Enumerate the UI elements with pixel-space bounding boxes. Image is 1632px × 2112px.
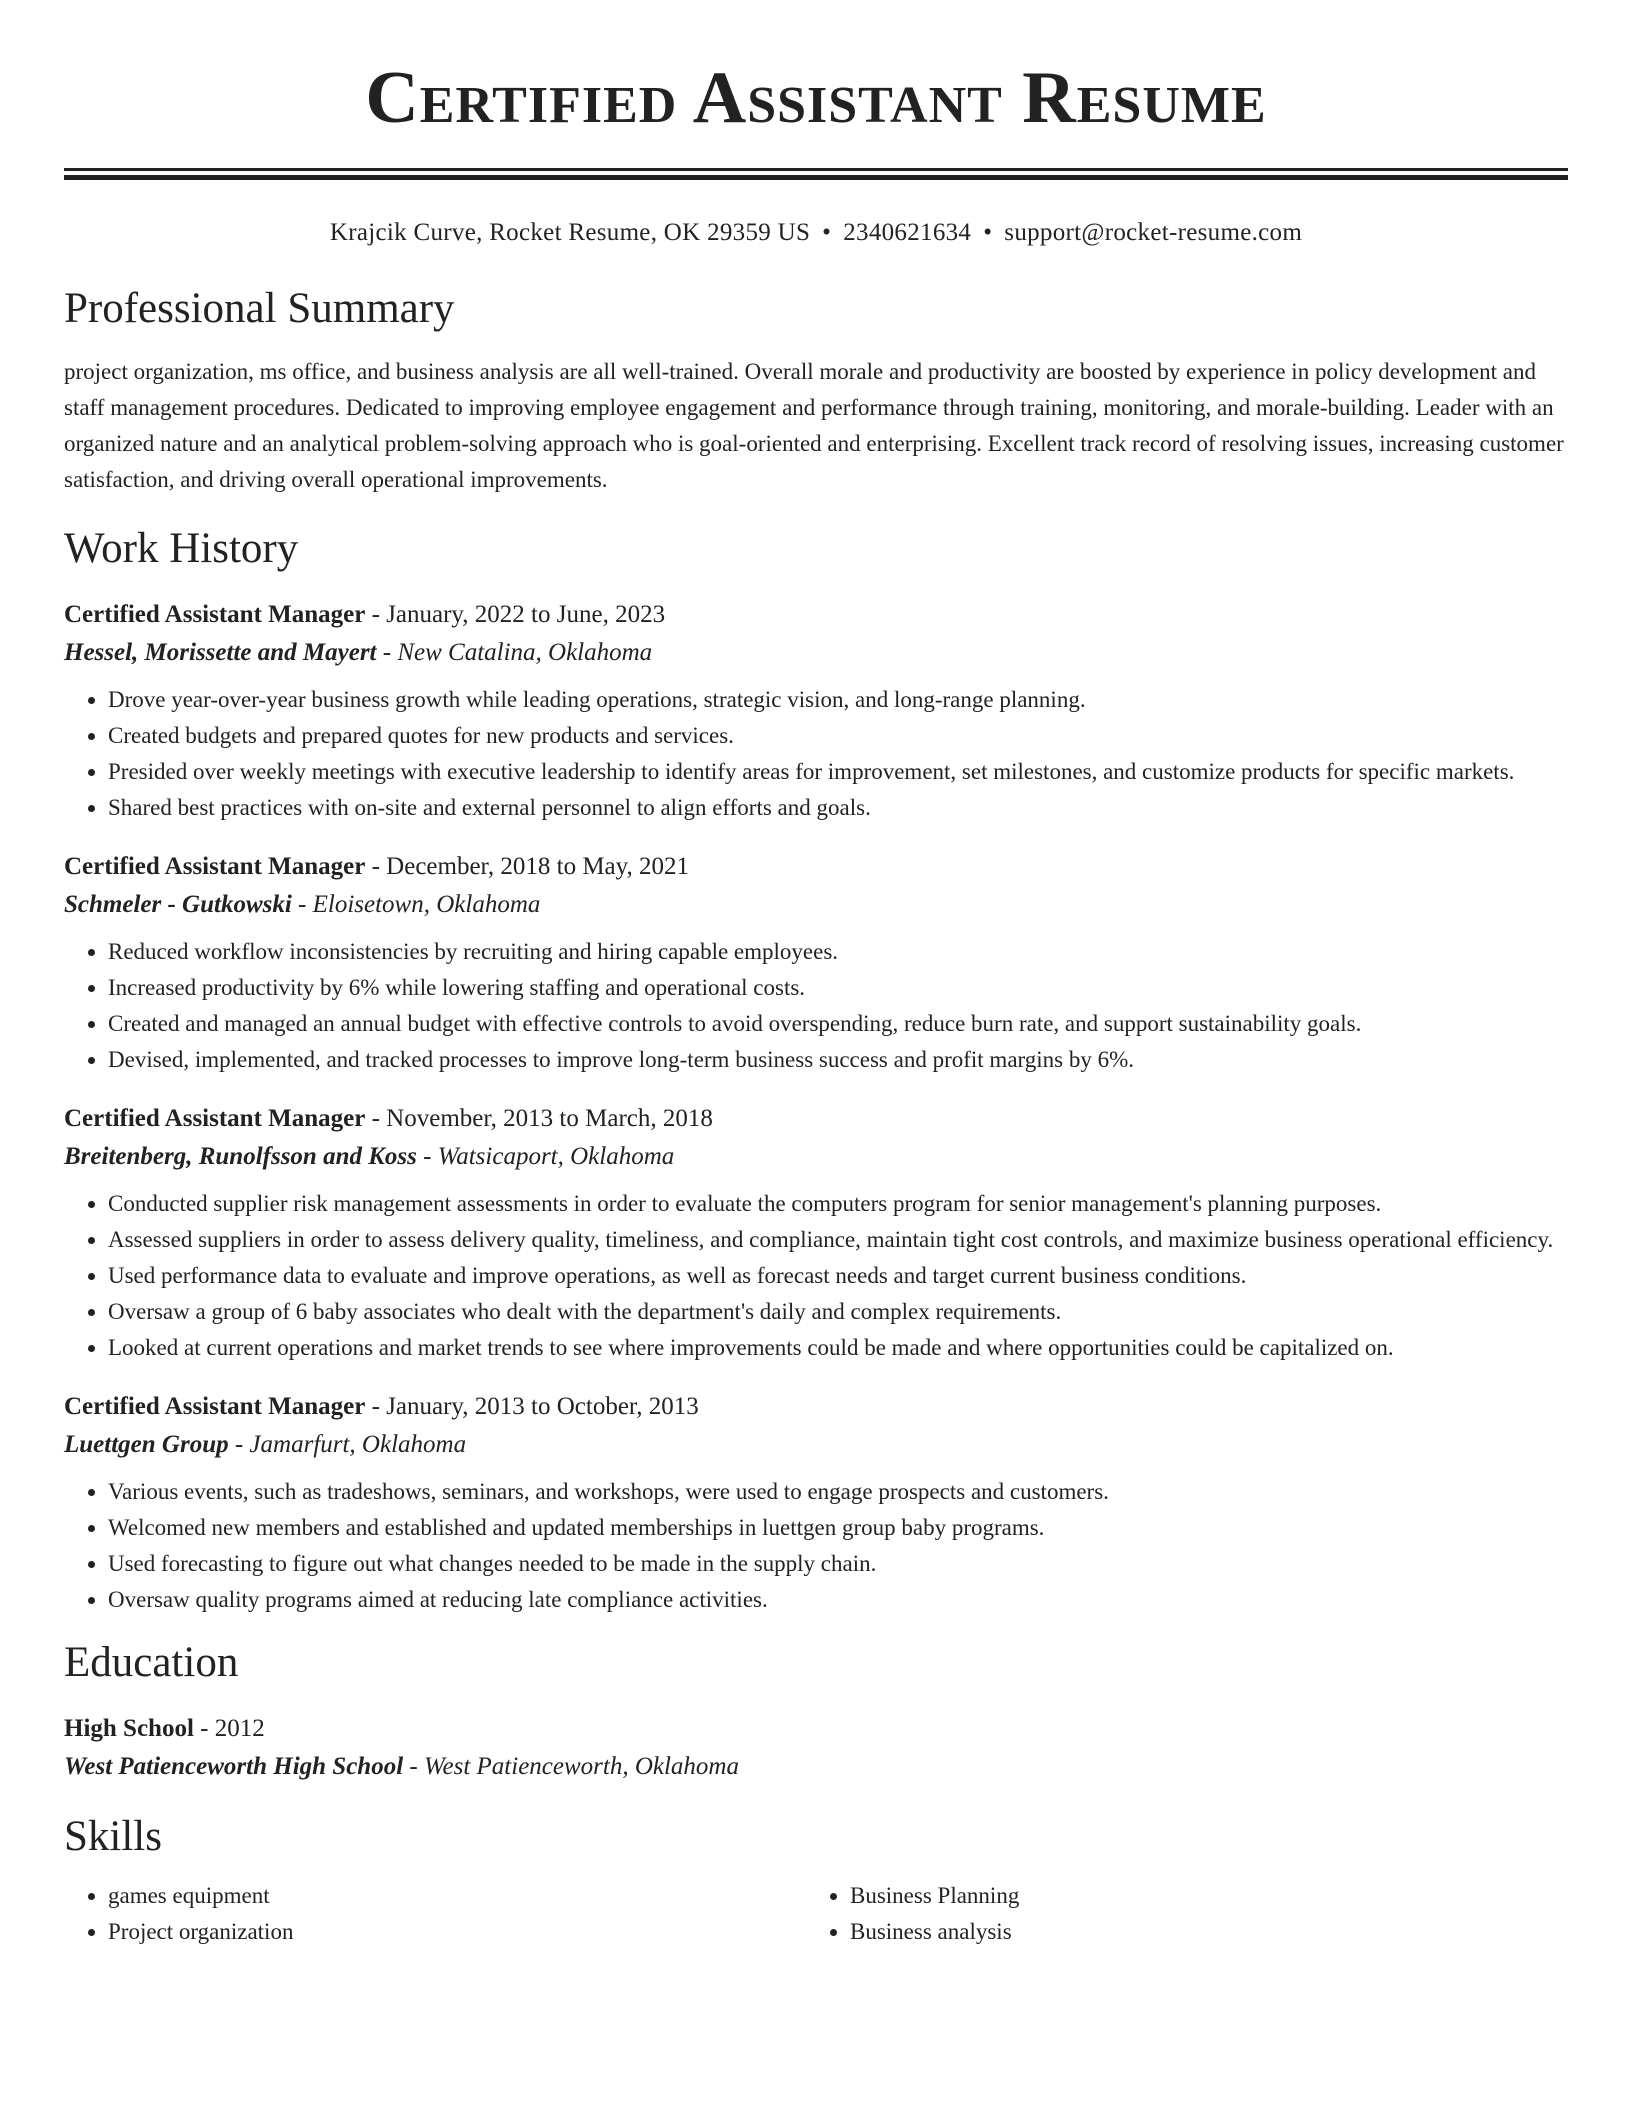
education-degree: High School	[64, 1715, 194, 1742]
job-bullet: • Used forecasting to figure out what changes needed to be made in the supply chain.	[108, 1546, 1568, 1582]
job-dates: - January, 2022 to June, 2023	[365, 601, 666, 628]
job-bullet: • Looked at current operations and market trends to see where improvements could be made and where opportunities could be capitalized on.	[108, 1330, 1568, 1366]
job-bullet: • Welcomed new members and established and updated memberships in luettgen group baby programs.	[108, 1510, 1568, 1546]
job-employer: Luettgen Group	[64, 1431, 229, 1458]
job-bullet: • Oversaw a group of 6 baby associates who dealt with the department's daily and complex requirements.	[108, 1294, 1568, 1330]
education-entry	[64, 1710, 1568, 1786]
job-location: - New Catalina, Oklahoma	[376, 639, 653, 666]
job-employer-line	[64, 1138, 1568, 1176]
job-dates: - January, 2013 to October, 2013	[365, 1393, 699, 1420]
job-bullet: • Shared best practices with on-site and external personnel to align efforts and goals.	[108, 790, 1568, 826]
job-title-line	[64, 1388, 1568, 1426]
job-bullet: • Created and managed an annual budget with effective controls to avoid overspending, reduce burn rate, and support sustainability goals.	[108, 1006, 1568, 1042]
job-bullet: • Conducted supplier risk management assessments in order to evaluate the computers program for senior management's planning purposes.	[108, 1186, 1568, 1222]
skill-item: • games equipment	[108, 1878, 806, 1914]
job-title: Certified Assistant Manager	[64, 601, 366, 628]
job-bullets	[64, 934, 1568, 1078]
education-school-line	[64, 1748, 1568, 1786]
job-bullet: • Used performance data to evaluate and improve operations, as well as forecast needs and target current business conditions.	[108, 1258, 1568, 1294]
contact-separator: •	[822, 219, 832, 246]
job-bullet: • Oversaw quality programs aimed at reducing late compliance activities.	[108, 1582, 1568, 1618]
job-employer: Hessel, Morissette and Mayert	[64, 639, 377, 666]
job-entry	[64, 848, 1568, 1078]
skills-column-left	[64, 1878, 806, 1950]
job-bullet: • Devised, implemented, and tracked processes to improve long-term business success and profit margins by 6%.	[108, 1042, 1568, 1078]
job-title-line	[64, 596, 1568, 634]
work-history-heading: Work History	[64, 525, 299, 572]
skill-item: • Project organization	[108, 1914, 806, 1950]
contact-address: Krajcik Curve, Rocket Resume, OK 29359 US	[329, 219, 811, 246]
job-employer-line	[64, 886, 1568, 924]
job-bullet: • Increased productivity by 6% while lowering staffing and operational costs.	[108, 970, 1568, 1006]
job-title-line	[64, 1100, 1568, 1138]
summary-text: project organization, ms office, and business analysis are all well-trained. Overall morale and productivity are boosted by experience in policy development and staff management procedures. Dedicated to improving employee engagement and performance through training, monitoring, and morale-building. Leader with an organized nature and an analytical problem-solving approach who is goal-oriented and enterprising. Excellent track record of resolving issues, increasing customer satisfaction, and driving overall operational improvements.	[64, 359, 1564, 492]
job-entry	[64, 596, 1568, 826]
job-title: Certified Assistant Manager	[64, 853, 366, 880]
job-bullet: • Reduced workflow inconsistencies by recruiting and hiring capable employees.	[108, 934, 1568, 970]
job-location: - Eloisetown, Oklahoma	[291, 891, 541, 918]
job-entry	[64, 1100, 1568, 1366]
skills-column-right	[806, 1878, 1548, 1950]
job-entry	[64, 1388, 1568, 1618]
job-dates: - December, 2018 to May, 2021	[365, 853, 690, 880]
title-divider	[64, 168, 1568, 180]
education-school: West Patienceworth High School	[64, 1753, 404, 1780]
skills-heading: Skills	[64, 1813, 162, 1860]
skills-list	[64, 1878, 1568, 1950]
job-title-line	[64, 848, 1568, 886]
job-title: Certified Assistant Manager	[64, 1393, 366, 1420]
job-bullets	[64, 1474, 1568, 1618]
job-bullet: • Created budgets and prepared quotes for new products and services.	[108, 718, 1568, 754]
job-bullet: • Drove year-over-year business growth while leading operations, strategic vision, and long-range planning.	[108, 682, 1568, 718]
job-dates: - November, 2013 to March, 2018	[365, 1105, 713, 1132]
job-bullet: • Various events, such as tradeshows, seminars, and workshops, were used to engage prospects and customers.	[108, 1474, 1568, 1510]
job-title: Certified Assistant Manager	[64, 1105, 366, 1132]
job-location: - Watsicaport, Oklahoma	[416, 1143, 675, 1170]
resume-title: Certified Assistant Resume	[365, 57, 1267, 139]
job-employer: Schmeler - Gutkowski	[64, 891, 292, 918]
education-degree-line	[64, 1710, 1568, 1748]
job-bullet: • Assessed suppliers in order to assess delivery quality, timeliness, and compliance, maintain tight cost controls, and maximize business operational efficiency.	[108, 1222, 1568, 1258]
contact-line	[64, 218, 1568, 248]
job-employer-line	[64, 634, 1568, 672]
job-bullets	[64, 682, 1568, 826]
contact-email: support@rocket-resume.com	[1004, 219, 1303, 246]
education-location: - West Patienceworth, Oklahoma	[403, 1753, 739, 1780]
job-bullet: • Presided over weekly meetings with executive leadership to identify areas for improvement, set milestones, and customize products for specific markets.	[108, 754, 1568, 790]
job-bullets	[64, 1186, 1568, 1366]
job-employer-line	[64, 1426, 1568, 1464]
skill-item: • Business Planning	[850, 1878, 1548, 1914]
contact-phone: 2340621634	[843, 219, 972, 246]
education-heading: Education	[64, 1639, 239, 1686]
job-location: - Jamarfurt, Oklahoma	[228, 1431, 467, 1458]
job-employer: Breitenberg, Runolfsson and Koss	[64, 1143, 417, 1170]
resume-page	[64, 0, 1568, 1950]
skill-item: • Business analysis	[850, 1914, 1548, 1950]
contact-separator: •	[983, 219, 993, 246]
education-year: - 2012	[193, 1715, 265, 1742]
summary-heading: Professional Summary	[64, 285, 455, 332]
